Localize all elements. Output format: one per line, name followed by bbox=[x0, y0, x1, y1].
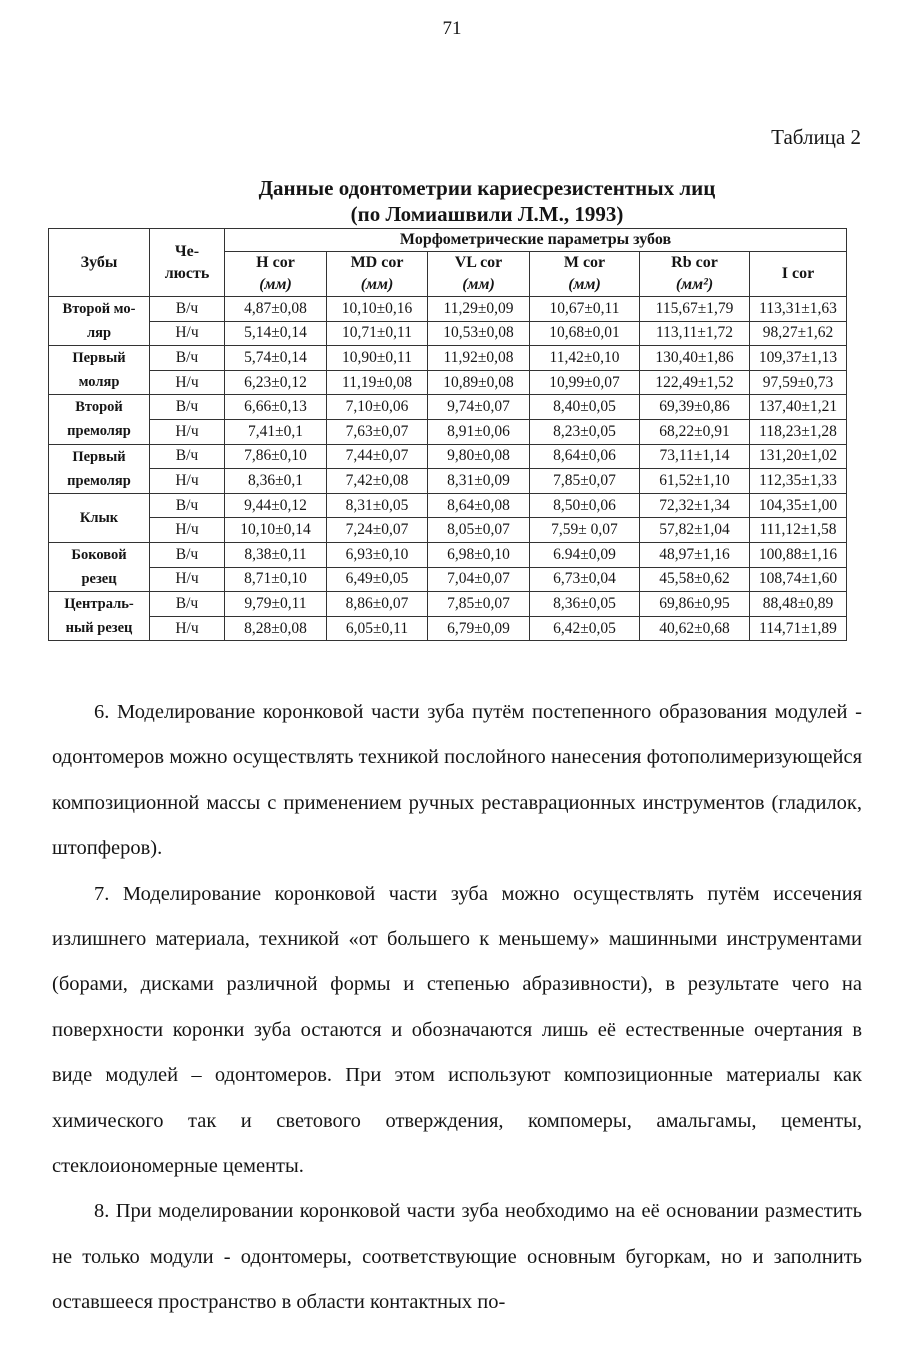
value-cell: 7,44±0,07 bbox=[327, 444, 428, 469]
page-number: 71 bbox=[442, 18, 462, 39]
column-header bbox=[327, 252, 428, 297]
value-cell: 8,23±0,05 bbox=[530, 419, 640, 444]
value-cell: 137,40±1,21 bbox=[750, 395, 847, 420]
value-cell: 6,93±0,10 bbox=[327, 542, 428, 567]
value-cell: 7,24±0,07 bbox=[327, 518, 428, 543]
column-header-unit: (мм) bbox=[568, 276, 601, 293]
value-cell: 6,23±0,12 bbox=[225, 370, 327, 395]
value-cell: 115,67±1,79 bbox=[640, 297, 750, 322]
jaw-cell: Н/ч bbox=[150, 616, 225, 641]
value-cell: 7,41±0,1 bbox=[225, 419, 327, 444]
header-teeth: Зубы bbox=[49, 229, 150, 297]
value-cell: 8,05±0,07 bbox=[428, 518, 530, 543]
value-cell: 11,29±0,09 bbox=[428, 297, 530, 322]
value-cell: 8,31±0,05 bbox=[327, 493, 428, 518]
value-cell: 10,90±0,11 bbox=[327, 346, 428, 371]
value-cell: 6,05±0,11 bbox=[327, 616, 428, 641]
table-row bbox=[49, 518, 847, 543]
value-cell: 130,40±1,86 bbox=[640, 346, 750, 371]
value-cell: 7,59± 0,07 bbox=[530, 518, 640, 543]
value-cell: 8,31±0,09 bbox=[428, 469, 530, 494]
tooth-name: Боковой резец bbox=[49, 542, 150, 591]
table-row bbox=[49, 469, 847, 494]
column-header-unit: (мм) bbox=[360, 276, 394, 293]
table-row bbox=[49, 321, 847, 346]
body-text bbox=[52, 690, 862, 1326]
table-row bbox=[49, 493, 847, 518]
tooth-name: Клык bbox=[49, 493, 150, 542]
value-cell: 8,40±0,05 bbox=[530, 395, 640, 420]
value-cell: 8,38±0,11 bbox=[225, 542, 327, 567]
value-cell: 8,64±0,08 bbox=[428, 493, 530, 518]
value-cell: 8,28±0,08 bbox=[225, 616, 327, 641]
column-header-name: VL cor bbox=[454, 254, 503, 271]
column-header bbox=[428, 252, 530, 297]
value-cell: 113,31±1,63 bbox=[750, 297, 847, 322]
jaw-cell: В/ч bbox=[150, 493, 225, 518]
value-cell: 48,97±1,16 bbox=[640, 542, 750, 567]
value-cell: 6,98±0,10 bbox=[428, 542, 530, 567]
column-header-unit: (мм) bbox=[259, 276, 292, 293]
table-row bbox=[49, 592, 847, 617]
value-cell: 11,42±0,10 bbox=[530, 346, 640, 371]
table-row bbox=[49, 567, 847, 592]
value-cell: 10,10±0,16 bbox=[327, 297, 428, 322]
odontometry-table bbox=[48, 228, 847, 641]
column-header-unit: (мм²) bbox=[675, 276, 714, 293]
value-cell: 7,04±0,07 bbox=[428, 567, 530, 592]
value-cell: 9,79±0,11 bbox=[225, 592, 327, 617]
value-cell: 98,27±1,62 bbox=[750, 321, 847, 346]
paragraph: 8. При моделировании коронковой части зуба необходимо на её основании разместить не только модули - одонтомеры, соответствующие основным бугоркам, но и заполнить оставшееся пространство в области контактных по- bbox=[52, 1200, 862, 1314]
value-cell: 104,35±1,00 bbox=[750, 493, 847, 518]
value-cell: 69,39±0,86 bbox=[640, 395, 750, 420]
column-header bbox=[530, 252, 640, 297]
value-cell: 6,73±0,04 bbox=[530, 567, 640, 592]
value-cell: 8,91±0,06 bbox=[428, 419, 530, 444]
header-jaw: Че- люсть bbox=[150, 229, 225, 297]
table-row bbox=[49, 395, 847, 420]
table-title-line: Данные одонтометрии кариесрезистентных лиц bbox=[258, 176, 716, 200]
column-header-name: I cor bbox=[781, 265, 815, 282]
column-header-name: Rb cor bbox=[671, 254, 718, 271]
table-title bbox=[0, 175, 904, 227]
value-cell: 97,59±0,73 bbox=[750, 370, 847, 395]
value-cell: 73,11±1,14 bbox=[640, 444, 750, 469]
value-cell: 100,88±1,16 bbox=[750, 542, 847, 567]
value-cell: 45,58±0,62 bbox=[640, 567, 750, 592]
value-cell: 7,85±0,07 bbox=[530, 469, 640, 494]
value-cell: 11,19±0,08 bbox=[327, 370, 428, 395]
value-cell: 10,89±0,08 bbox=[428, 370, 530, 395]
value-cell: 8,50±0,06 bbox=[530, 493, 640, 518]
table-row bbox=[49, 542, 847, 567]
value-cell: 9,74±0,07 bbox=[428, 395, 530, 420]
value-cell: 114,71±1,89 bbox=[750, 616, 847, 641]
value-cell: 10,67±0,11 bbox=[530, 297, 640, 322]
value-cell: 4,87±0,08 bbox=[225, 297, 327, 322]
jaw-cell: Н/ч bbox=[150, 518, 225, 543]
value-cell: 69,86±0,95 bbox=[640, 592, 750, 617]
value-cell: 10,71±0,11 bbox=[327, 321, 428, 346]
value-cell: 10,10±0,14 bbox=[225, 518, 327, 543]
value-cell: 7,86±0,10 bbox=[225, 444, 327, 469]
header-parameters-group: Морфометрические параметры зубов bbox=[225, 229, 847, 252]
value-cell: 109,37±1,13 bbox=[750, 346, 847, 371]
value-cell: 122,49±1,52 bbox=[640, 370, 750, 395]
value-cell: 88,48±0,89 bbox=[750, 592, 847, 617]
paragraph: 7. Моделирование коронковой части зуба можно осуществлять путём иссечения излишнего материала, техникой «от большего к меньшему» машинными инструментами (борами, дисками различной формы и степенью абразивности), в результате чего на поверхности коронки зуба остаются и обозначаются лишь её естественные очертания в виде модулей – одонтомеров. При этом используют композиционные материалы как химического так и светового отверждения, компомеры, амальгамы, цементы, стеклоиономерные цементы. bbox=[52, 882, 862, 1178]
table-body bbox=[49, 297, 847, 641]
value-cell: 118,23±1,28 bbox=[750, 419, 847, 444]
jaw-cell: В/ч bbox=[150, 542, 225, 567]
tooth-name: Второй мо- ляр bbox=[49, 297, 150, 346]
value-cell: 6.94±0,09 bbox=[530, 542, 640, 567]
value-cell: 72,32±1,34 bbox=[640, 493, 750, 518]
value-cell: 57,82±1,04 bbox=[640, 518, 750, 543]
jaw-cell: В/ч bbox=[150, 444, 225, 469]
value-cell: 111,12±1,58 bbox=[750, 518, 847, 543]
value-cell: 40,62±0,68 bbox=[640, 616, 750, 641]
value-cell: 68,22±0,91 bbox=[640, 419, 750, 444]
value-cell: 7,85±0,07 bbox=[428, 592, 530, 617]
value-cell: 7,42±0,08 bbox=[327, 469, 428, 494]
tooth-name: Централь- ный резец bbox=[49, 592, 150, 641]
column-header bbox=[640, 252, 750, 297]
column-header-name: MD cor bbox=[350, 254, 404, 271]
jaw-cell: В/ч bbox=[150, 395, 225, 420]
table-row bbox=[49, 346, 847, 371]
table-row bbox=[49, 419, 847, 444]
value-cell: 112,35±1,33 bbox=[750, 469, 847, 494]
value-cell: 7,63±0,07 bbox=[327, 419, 428, 444]
value-cell: 108,74±1,60 bbox=[750, 567, 847, 592]
value-cell: 8,71±0,10 bbox=[225, 567, 327, 592]
table-row bbox=[49, 297, 847, 322]
value-cell: 8,86±0,07 bbox=[327, 592, 428, 617]
tooth-name: Первый премоляр bbox=[49, 444, 150, 493]
column-header bbox=[750, 252, 847, 297]
value-cell: 9,80±0,08 bbox=[428, 444, 530, 469]
table-row bbox=[49, 616, 847, 641]
column-header-name: M cor bbox=[563, 254, 606, 271]
column-header bbox=[225, 252, 327, 297]
jaw-cell: Н/ч bbox=[150, 469, 225, 494]
jaw-cell: В/ч bbox=[150, 297, 225, 322]
value-cell: 7,10±0,06 bbox=[327, 395, 428, 420]
value-cell: 8,64±0,06 bbox=[530, 444, 640, 469]
value-cell: 6,66±0,13 bbox=[225, 395, 327, 420]
table-row bbox=[49, 370, 847, 395]
column-header-name: H cor bbox=[256, 254, 295, 271]
value-cell: 10,68±0,01 bbox=[530, 321, 640, 346]
value-cell: 11,92±0,08 bbox=[428, 346, 530, 371]
jaw-cell: Н/ч bbox=[150, 370, 225, 395]
jaw-cell: Н/ч bbox=[150, 419, 225, 444]
value-cell: 61,52±1,10 bbox=[640, 469, 750, 494]
table-label: Таблица 2 bbox=[771, 125, 861, 149]
value-cell: 8,36±0,1 bbox=[225, 469, 327, 494]
jaw-cell: Н/ч bbox=[150, 321, 225, 346]
jaw-cell: Н/ч bbox=[150, 567, 225, 592]
value-cell: 5,74±0,14 bbox=[225, 346, 327, 371]
jaw-cell: В/ч bbox=[150, 592, 225, 617]
value-cell: 9,44±0,12 bbox=[225, 493, 327, 518]
value-cell: 6,79±0,09 bbox=[428, 616, 530, 641]
value-cell: 10,53±0,08 bbox=[428, 321, 530, 346]
value-cell: 5,14±0,14 bbox=[225, 321, 327, 346]
value-cell: 6,42±0,05 bbox=[530, 616, 640, 641]
table-header bbox=[49, 229, 847, 297]
tooth-name: Первый моляр bbox=[49, 346, 150, 395]
value-cell: 131,20±1,02 bbox=[750, 444, 847, 469]
column-header-unit: (мм) bbox=[462, 276, 495, 293]
table-title-line: (по Ломиашвили Л.М., 1993) bbox=[350, 202, 624, 226]
value-cell: 113,11±1,72 bbox=[640, 321, 750, 346]
value-cell: 8,36±0,05 bbox=[530, 592, 640, 617]
value-cell: 10,99±0,07 bbox=[530, 370, 640, 395]
paragraph: 6. Моделирование коронковой части зуба путём постепенного образования модулей - одонтомеров можно осуществлять техникой послойного нанесения фотополимеризующейся композиционной массы с применением ручных реставрационных инструментов (гладилок, штопферов). bbox=[52, 701, 862, 860]
table-row bbox=[49, 444, 847, 469]
value-cell: 6,49±0,05 bbox=[327, 567, 428, 592]
jaw-cell: В/ч bbox=[150, 346, 225, 371]
tooth-name: Второй премоляр bbox=[49, 395, 150, 444]
